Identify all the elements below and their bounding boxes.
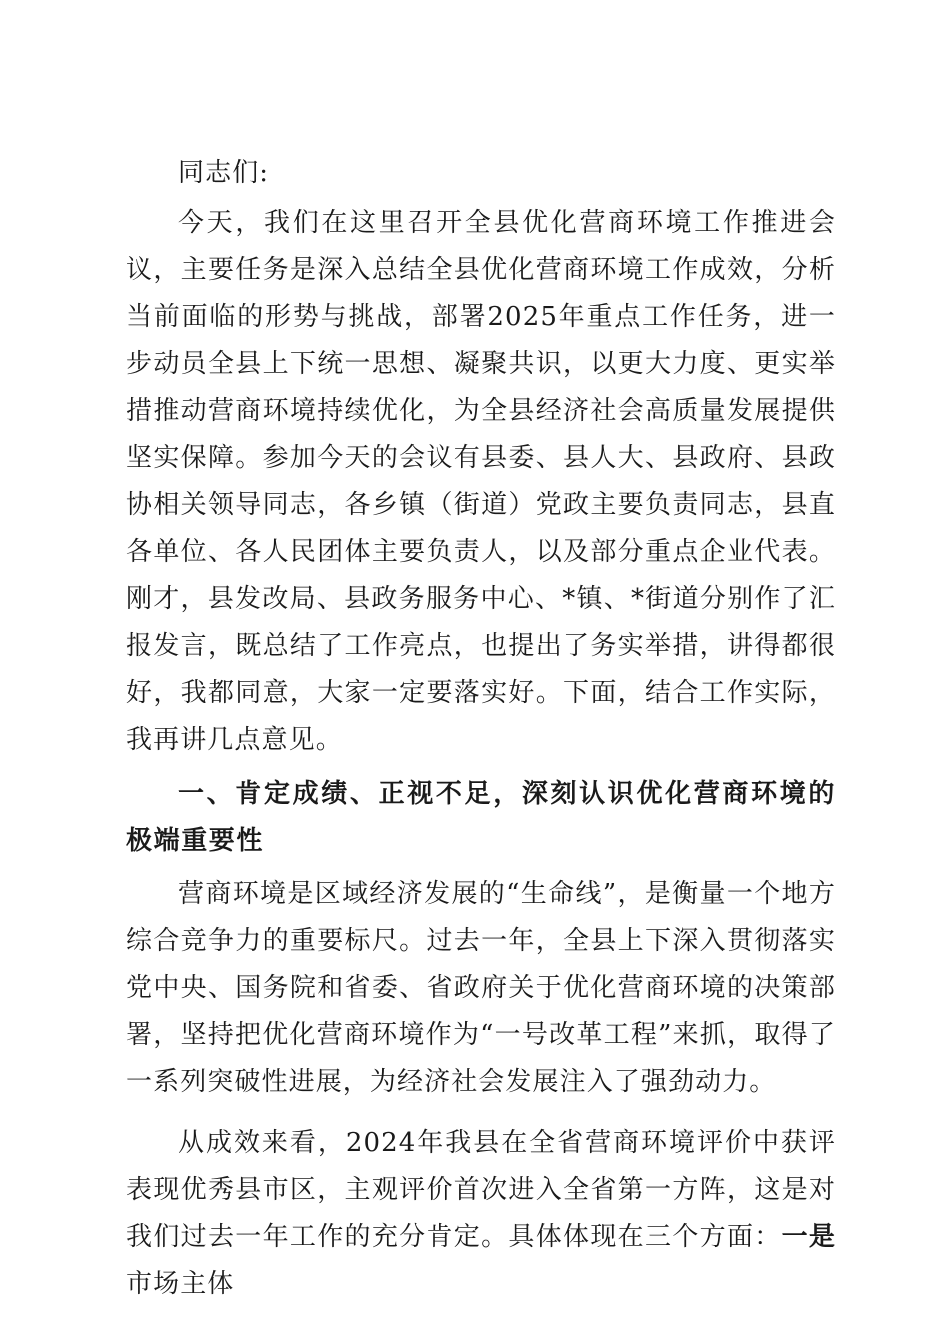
section-1-paragraph-1: 营商环境是区域经济发展的“生命线”，是衡量一个地方综合竞争力的重要标尺。过去一年，全县上下深入贯彻落实党中央、国务院和省委、省政府关于优化营商环境的决策部署，坚持把优化营商环境作为“一号改革工程”来抓，取得了一系列突破性进展，为经济社会发展注入了强劲动力。 bbox=[126, 879, 836, 1097]
first-point-marker: 一是 bbox=[781, 1222, 836, 1252]
section-1-heading: 一、肯定成绩、正视不足，深刻认识优化营商环境的极端重要性 bbox=[126, 779, 836, 856]
section-1-paragraph-2-start: 从成效来看，2024年我县在全省营商环境评价中获评表现优秀县市区，主观评价首次进入全省第一方阵，这是对我们过去一年工作的充分肯定。具体体现在三个方面： bbox=[126, 1128, 836, 1252]
section-1-paragraph-2 bbox=[126, 1120, 836, 1308]
salutation: 同志们: bbox=[178, 158, 270, 188]
document-body bbox=[126, 150, 836, 1308]
intro-paragraph: 今天，我们在这里召开全县优化营商环境工作推进会议，主要任务是深入总结全县优化营商环境工作成效，分析当前面临的形势与挑战，部署2025年重点工作任务，进一步动员全县上下统一思想、凝聚共识，以更大力度、更实举措推动营商环境持续优化，为全县经济社会高质量发展提供坚实保障。参加今天的会议有县委、县人大、县政府、县政协相关领导同志，各乡镇（街道）党政主要负责同志，县直各单位、各人民团体主要负责人，以及部分重点企业代表。刚才，县发改局、县政务服务中心、*镇、*街道分别作了汇报发言，既总结了工作亮点，也提出了务实举措，讲得都很好，我都同意，大家一定要落实好。下面，结合工作实际，我再讲几点意见。 bbox=[126, 208, 836, 755]
section-1-paragraph-2-end: 市场主体 bbox=[126, 1269, 235, 1299]
